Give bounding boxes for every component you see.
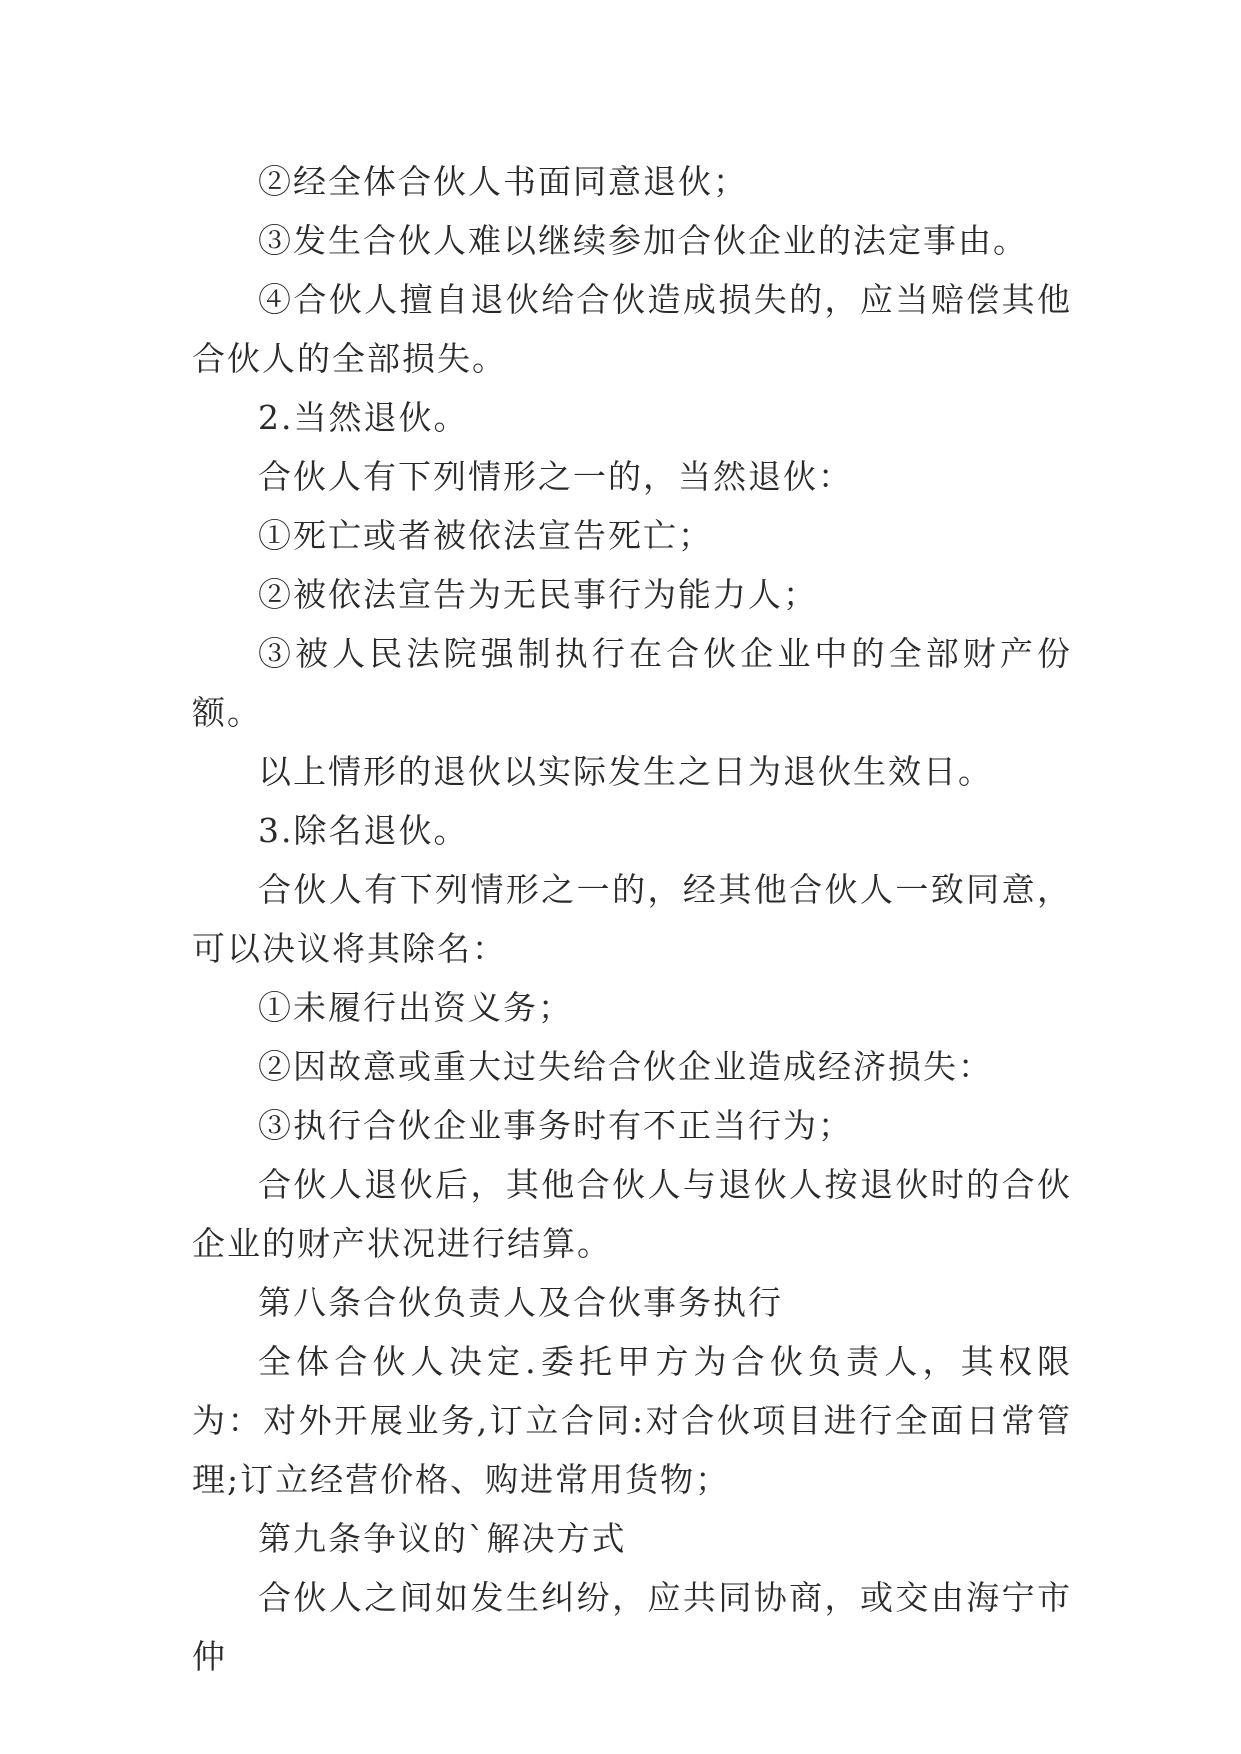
section-heading-expulsion: 3.除名退伙。 (258, 811, 469, 850)
list-item-death: ①死亡或者被依法宣告死亡； (258, 516, 713, 555)
list-item-improper-conduct: ③执行合伙企业事务时有不正当行为； (258, 1106, 853, 1145)
paragraph-automatic-withdrawal-intro: 合伙人有下列情形之一的，当然退伙： (258, 457, 853, 496)
paragraph-withdrawal-consent: ②经全体合伙人书面同意退伙； (258, 162, 748, 201)
paragraph-settlement: 合伙人退伙后，其他合伙人与退伙人按退伙时的合伙企业的财产状况进行结算。 (192, 1165, 1072, 1263)
section-heading-automatic-withdrawal: 2.当然退伙。 (258, 398, 469, 437)
list-item-gross-negligence: ②因故意或重大过失给合伙企业造成经济损失： (258, 1047, 993, 1086)
paragraph-expulsion-intro: 合伙人有下列情形之一的，经其他合伙人一致同意，可以决议将其除名： (192, 870, 1072, 968)
paragraph-unauthorized-withdrawal: ④合伙人擅自退伙给合伙造成损失的，应当赔偿其他合伙人的全部损失。 (192, 280, 1072, 378)
document-body (192, 152, 1072, 1686)
list-item-court-enforcement: ③被人民法院强制执行在合伙企业中的全部财产份额。 (192, 634, 1072, 732)
list-item-capital-obligation: ①未履行出资义务； (258, 988, 573, 1027)
paragraph-withdrawal-legal-cause: ③发生合伙人难以继续参加合伙企业的法定事由。 (258, 221, 1028, 260)
article-heading-8: 第八条合伙负责人及合伙事务执行 (258, 1283, 783, 1322)
paragraph-responsible-partner: 全体合伙人决定.委托甲方为合伙负责人，其权限为：对外开展业务,订立合同:对合伙项目进行全面日常管理;订立经营价格、购进常用货物； (192, 1342, 1072, 1499)
paragraph-dispute-resolution: 合伙人之间如发生纠纷，应共同协商，或交由海宁市仲 (192, 1578, 1072, 1676)
list-item-incapacity: ②被依法宣告为无民事行为能力人； (258, 575, 818, 614)
article-heading-9: 第九条争议的`解决方式 (258, 1519, 627, 1558)
paragraph-effective-date: 以上情形的退伙以实际发生之日为退伙生效日。 (258, 752, 993, 791)
